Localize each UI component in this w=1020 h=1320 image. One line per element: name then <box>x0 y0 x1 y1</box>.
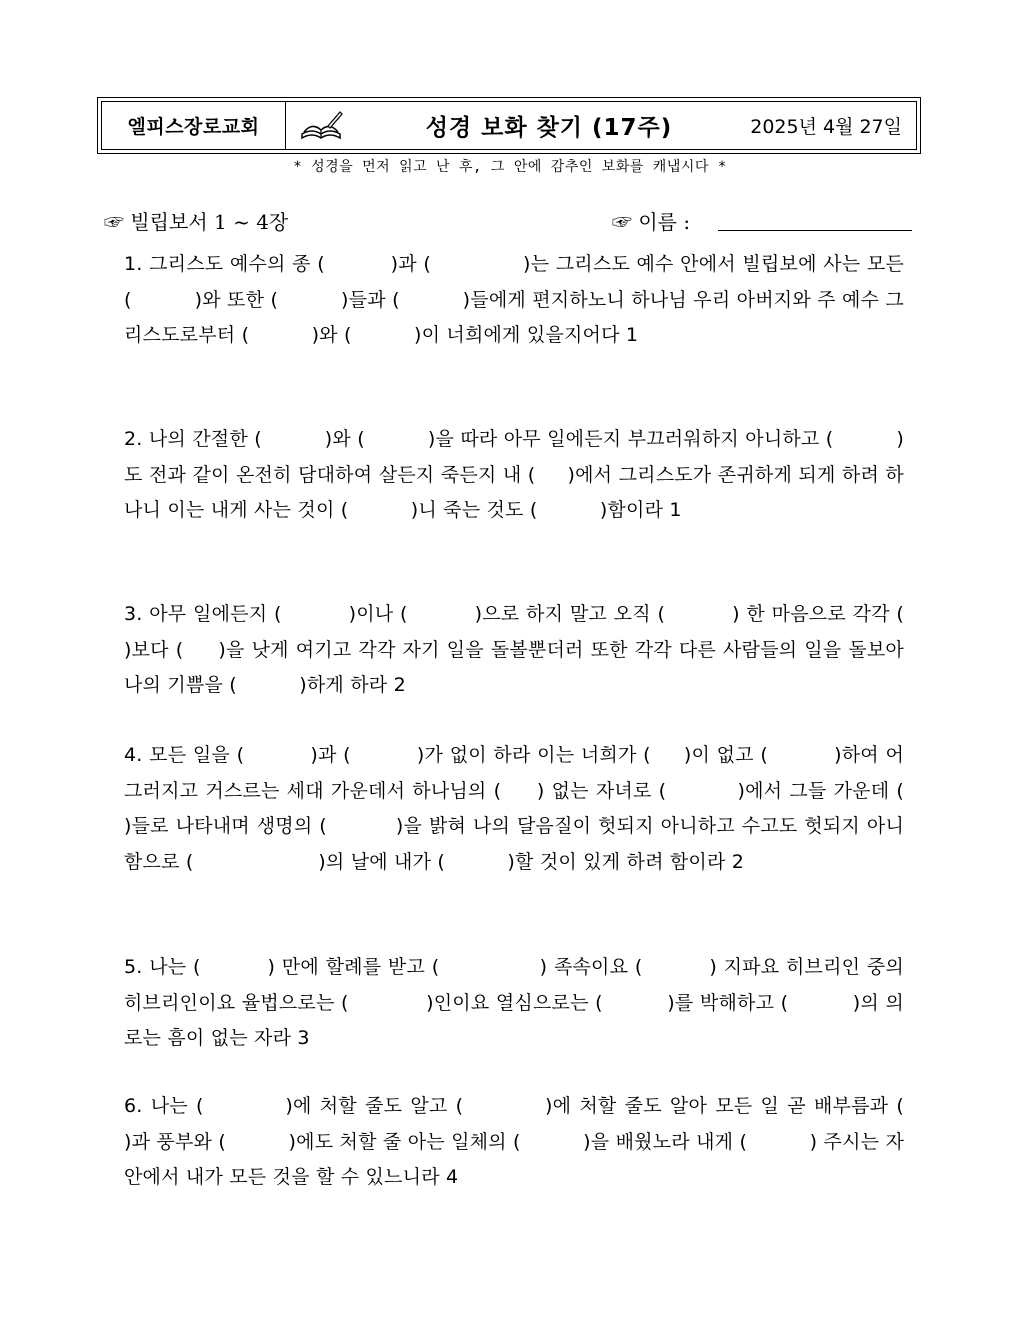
church-name: 엘피스장로교회 <box>102 102 286 149</box>
question-4: 4. 모든 일을 ( )과 ( )가 없이 하라 이는 너희가 ( )이 없고 ( )하여 어그러지고 거스르는 세대 가운데서 하나님의 ( ) 없는 자녀로 ( )에서 그들 가운데 ( )들로 나타내며 생명의 ( )을 밝혀 나의 달음질이 헛되지 아니하고 수고도 헛되지 아니함으로 ( )의 날에 내가 ( )할 것이 있게 하려 함이라 2 <box>124 744 936 873</box>
date: 2025년 4월 27일 <box>750 116 902 138</box>
question-1: 1. 그리스도 예수의 종 ( )과 ( )는 그리스도 예수 안에서 빌립보에 사는 모든 ( )와 또한 ( )들과 ( )들에게 편지하노니 하나님 우리 아버지와 주 예수 그리스도로부터 ( )와 ( )이 너희에게 있을지어다 1 <box>124 253 911 346</box>
question-2: 2. 나의 간절한 ( )와 ( )을 따라 아무 일에든지 부끄러워하지 아니하고 ( )도 전과 같이 온전히 담대하여 살든지 죽든지 내 ( )에서 그리스도가 존귀하게 되게 하려 하나니 이는 내게 사는 것이 ( )니 죽는 것도 ( )함이라 1 <box>124 428 904 521</box>
question-6: 6. 나는 ( )에 처할 줄도 알고 ( )에 처할 줄도 알아 모든 일 곧 배부름과 ( )과 풍부와 ( )에도 처할 줄 아는 일체의 ( )을 배웠노라 내게 ( ) 주시는 자 안에서 내가 모든 것을 할 수 있느니라 4 <box>124 1095 998 1188</box>
instruction: * 성경을 먼저 읽고 난 후, 그 안에 감추인 보화를 캐냅시다 * <box>293 159 727 175</box>
question-5: 5. 나는 ( ) 만에 할례를 받고 ( ) 족속이요 ( ) 지파요 히브리인 중의 히브리인이요 율법으로는 ( )인이요 열심으로는 ( )를 박해하고 ( )의 의로는 흠이 없는 자라 3 <box>124 956 911 1049</box>
question-3: 3. 아무 일에든지 ( )이나 ( )으로 하지 말고 오직 ( ) 한 마음으로 각각 ( )보다 ( )을 낫게 여기고 각각 자기 일을 돌볼뿐더러 또한 각각 다른 사람들의 일을 돌보아 나의 기쁨을 ( )하게 하라 2 <box>124 603 967 696</box>
name-label: ☞ 이름 : <box>612 210 691 234</box>
chapter-label: ☞ 빌립보서 1 ~ 4장 <box>104 210 289 234</box>
header-inner <box>101 101 917 150</box>
page-title: 성경 보화 찾기 (17주) <box>425 115 673 141</box>
name-input-line[interactable] <box>718 230 912 231</box>
header-box <box>97 97 921 154</box>
